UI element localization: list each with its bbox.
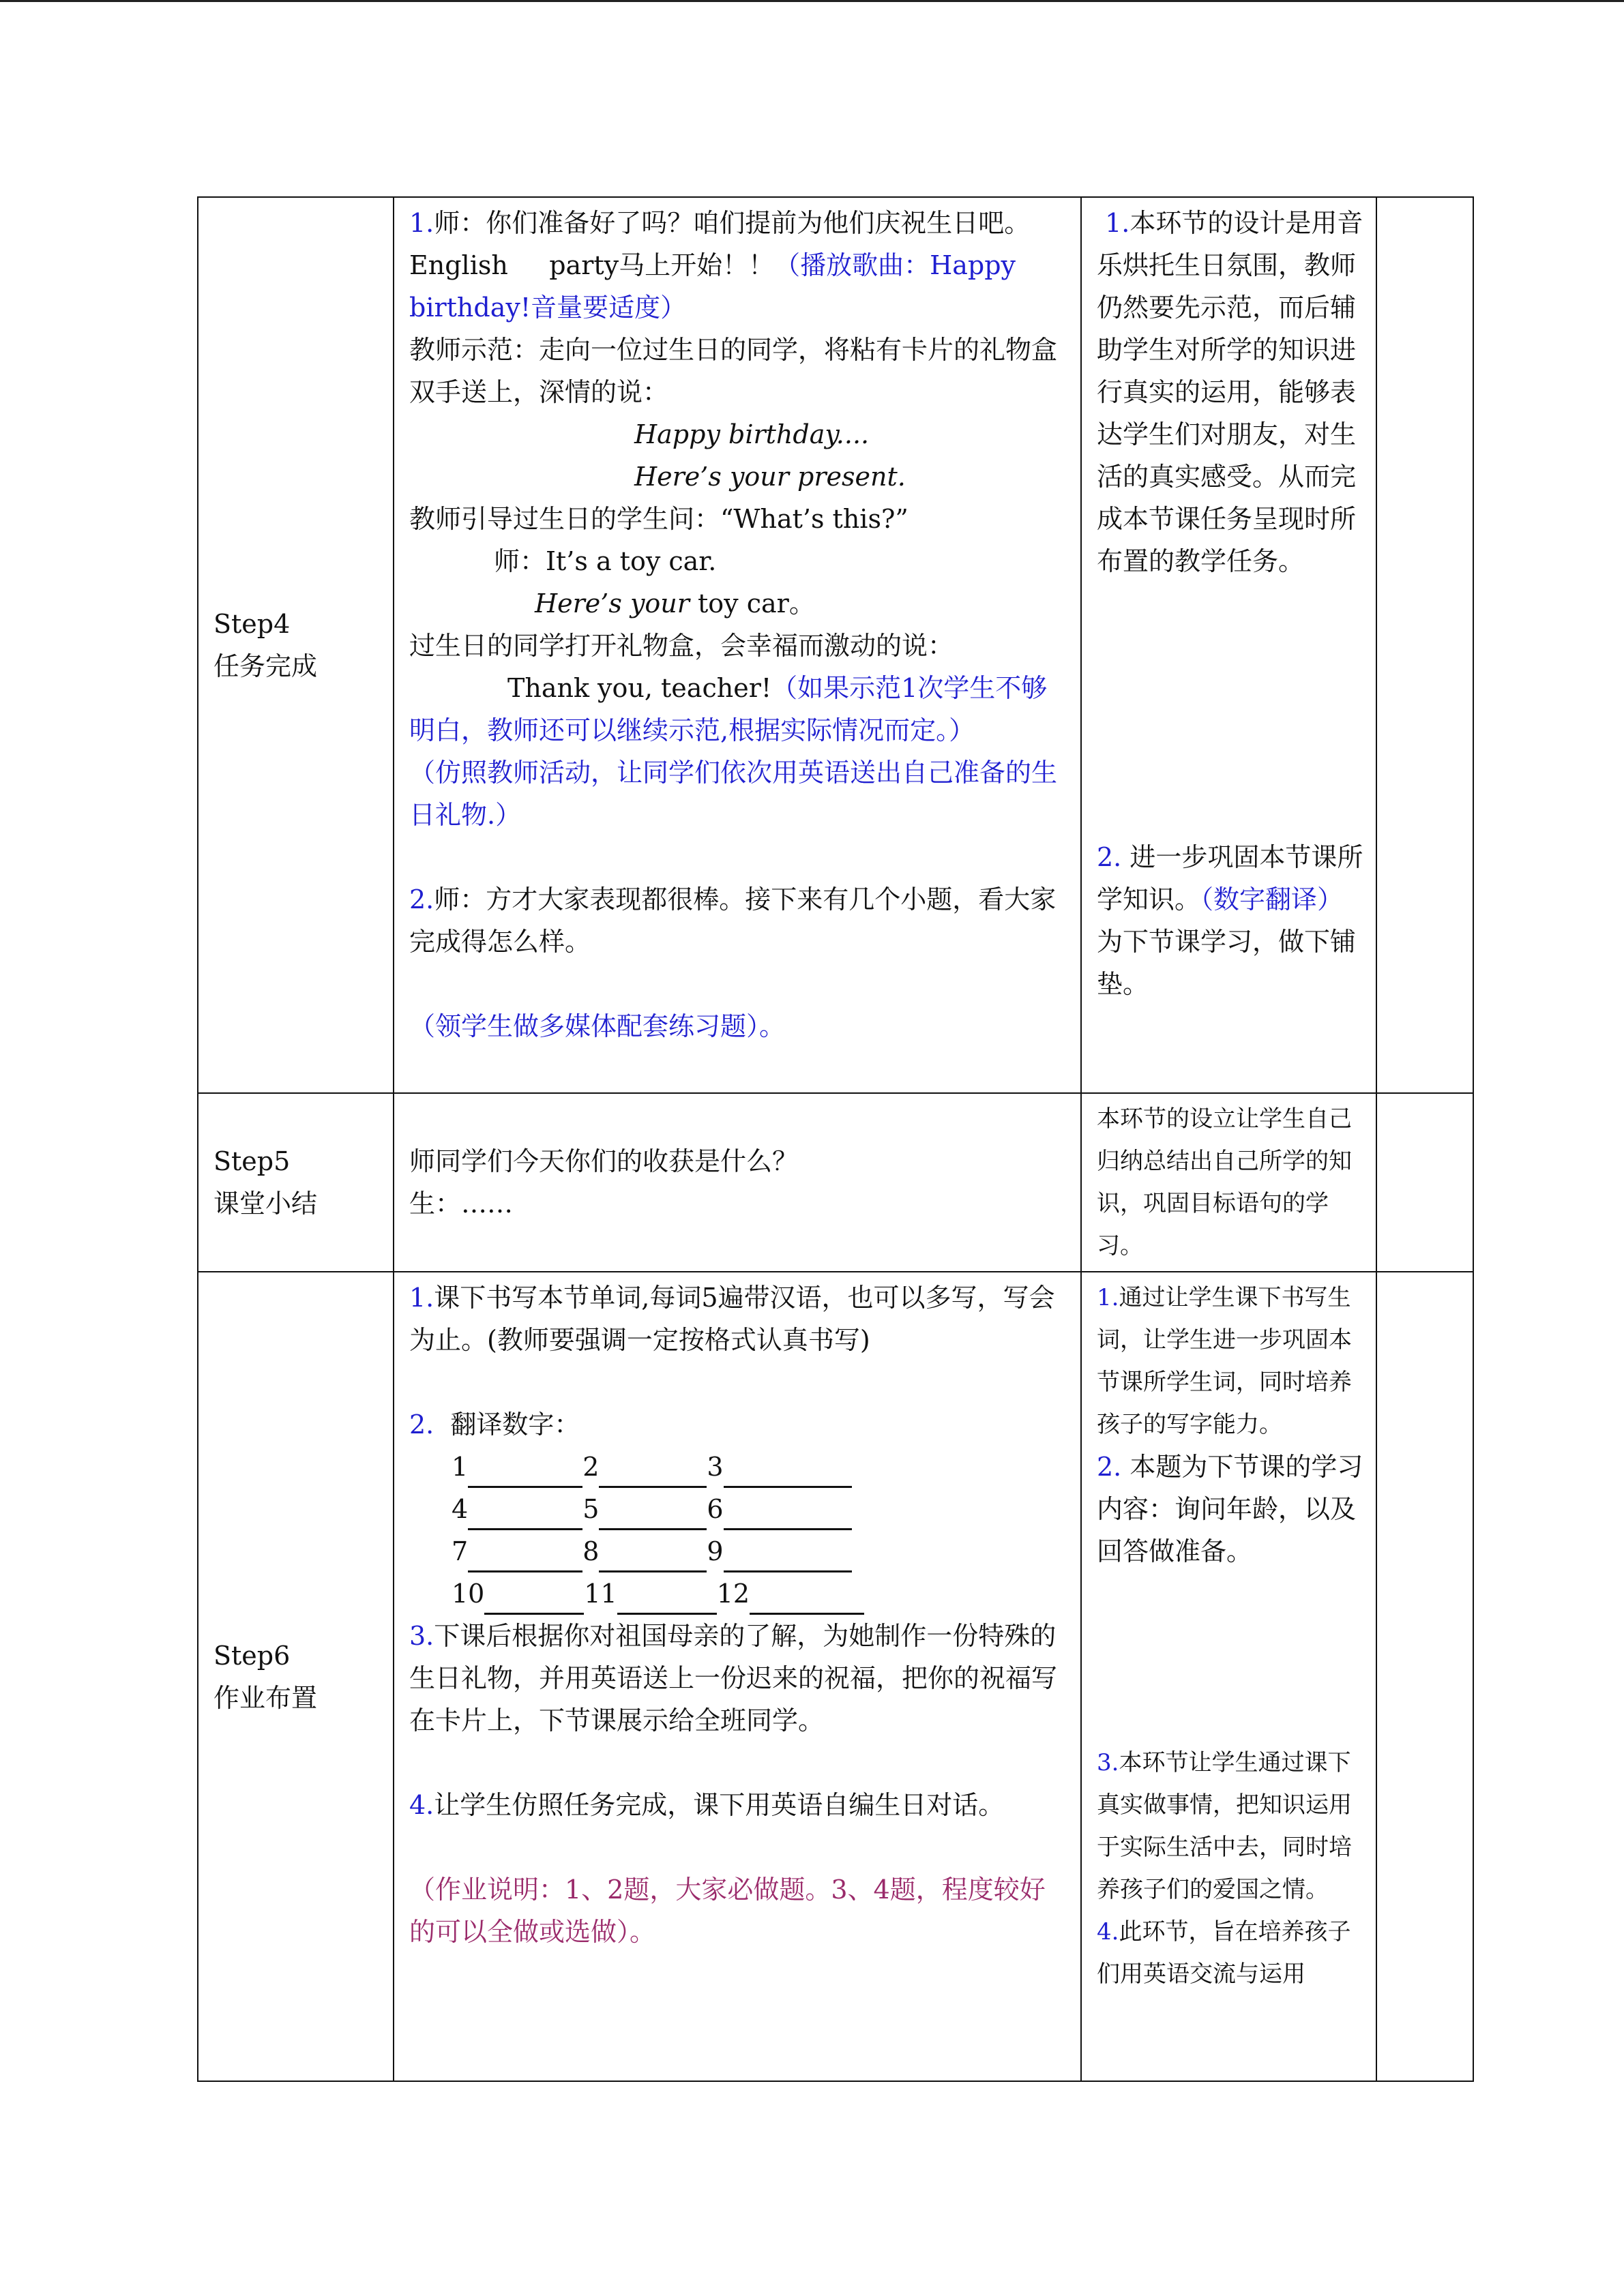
step6-content-cell <box>394 1272 1081 2081</box>
number-label: 12 <box>716 1579 750 1609</box>
step4-para-10: （领学生做多媒体配套练习题）。 <box>409 1011 786 1041</box>
answer-blank[interactable] <box>599 1539 707 1572</box>
answer-blank[interactable] <box>724 1539 852 1572</box>
step6-note-1: 1.通过让学生课下书写生词，让学生进一步巩固本节课所学生词，同时培养孩子的写字能力。 <box>1097 1284 1352 1438</box>
homework-1: 1.课下书写本节单词,每词5遍带汉语，也可以多写，写会为止。(教师要强调一定按格式认真书写) <box>409 1283 1055 1355</box>
step6-label-cell <box>198 1272 394 2081</box>
step4-label-cell <box>198 197 394 1093</box>
number-label: 2 <box>582 1452 600 1482</box>
step5-note-cell <box>1081 1093 1376 1272</box>
step4-note-1: 1.本环节的设计是用音乐烘托生日氛围，教师仍然要先示范，而后辅助学生对所学的知识进行真实的运用，能够表达学生们对朋友，对生活的真实感受。从而完成本节课任务呈现时所布置的教学任务。 <box>1097 208 1363 576</box>
step4-label-zh: 任务完成 <box>213 651 318 681</box>
answer-blank[interactable] <box>468 1497 582 1530</box>
step4-note-cell <box>1081 197 1376 1093</box>
step5-content-cell <box>394 1093 1081 1272</box>
step4-quote-1: Happy birthday.... <box>634 419 870 449</box>
number-row-3 <box>409 1530 1068 1572</box>
step4-para-9: 2.师：方才大家表现都很棒。接下来有几个小题，看大家完成得怎么样。 <box>409 884 1057 957</box>
number-label: 10 <box>452 1579 485 1609</box>
answer-blank[interactable] <box>484 1581 584 1615</box>
step6-note-2: 2. 本题为下节课的学习内容：询问年龄，以及回答做准备。 <box>1097 1452 1363 1566</box>
step5-label-cell <box>198 1093 394 1272</box>
step4-para-4: 师：It’s a toy car. <box>494 546 717 576</box>
step4-label-en: Step4 <box>213 609 291 639</box>
answer-blank[interactable] <box>468 1539 582 1572</box>
answer-blank[interactable] <box>599 1497 707 1530</box>
step5-note: 本环节的设立让学生自己归纳总结出自己所学的知识，巩固目标语句的学习。 <box>1097 1105 1352 1259</box>
step5-row <box>198 1093 1473 1272</box>
number-label: 3 <box>707 1452 724 1482</box>
number-label: 5 <box>582 1494 600 1524</box>
homework-note: （作业说明：1、2题，大家必做题。3、4题，程度较好的可以全做或选做）。 <box>409 1875 1046 1947</box>
step5-line-1: 师同学们今天你们的收获是什么？ <box>409 1146 799 1176</box>
step6-note-3: 3.本环节让学生通过课下真实做事情，把知识运用于实际生活中去，同时培养孩子们的爱国之情。 <box>1097 1749 1352 1903</box>
number-label: 7 <box>452 1536 469 1566</box>
step5-line-2: 生：…… <box>409 1189 514 1219</box>
step4-row <box>198 197 1473 1093</box>
number-label: 6 <box>707 1494 724 1524</box>
number-label: 4 <box>452 1494 469 1524</box>
step5-label-zh: 课堂小结 <box>213 1189 318 1219</box>
step4-extra-cell <box>1376 197 1473 1093</box>
homework-2: 2. 翻译数字： <box>409 1410 580 1440</box>
step4-quote-2: Here’s your present. <box>634 462 906 492</box>
number-row-2 <box>409 1488 1068 1530</box>
step5-extra-cell <box>1376 1093 1473 1272</box>
step4-para-3: 教师引导过生日的学生问：“What’s this?” <box>409 504 909 534</box>
step4-para-6: 过生日的同学打开礼物盒，会幸福而激动的说： <box>409 631 954 661</box>
step4-para-8: （仿照教师活动，让同学们依次用英语送出自己准备的生日礼物.） <box>409 758 1058 830</box>
number-label: 9 <box>707 1536 724 1566</box>
number-label: 11 <box>584 1579 617 1609</box>
answer-blank[interactable] <box>750 1581 864 1615</box>
step4-content-cell <box>394 197 1081 1093</box>
answer-blank[interactable] <box>617 1581 717 1615</box>
step6-note-cell <box>1081 1272 1376 2081</box>
step4-para-1: 1.师：你们准备好了吗？咱们提前为他们庆祝生日吧。English party马上开始！！（播放歌曲：Happy birthday!音量要适度） <box>409 208 1031 323</box>
step6-row <box>198 1272 1473 2081</box>
step4-note-2: 2. 进一步巩固本节课所学知识。（数字翻译）为下节课学习，做下铺垫。 <box>1097 842 1363 999</box>
number-label: 1 <box>452 1452 469 1482</box>
answer-blank[interactable] <box>468 1455 582 1488</box>
number-label: 8 <box>582 1536 600 1566</box>
step4-para-2: 教师示范：走向一位过生日的同学，将粘有卡片的礼物盒双手送上，深情的说： <box>409 335 1058 407</box>
answer-blank[interactable] <box>724 1455 852 1488</box>
step6-label-zh: 作业布置 <box>213 1682 318 1713</box>
lesson-plan-table <box>197 196 1474 2082</box>
answer-blank[interactable] <box>599 1455 707 1488</box>
step6-note-4: 4.此环节，旨在培养孩子们用英语交流与运用 <box>1097 1918 1351 1988</box>
top-border-line <box>0 0 1624 2</box>
step6-extra-cell <box>1376 1272 1473 2081</box>
step5-label-en: Step5 <box>213 1146 291 1176</box>
number-row-4 <box>409 1572 1068 1615</box>
step4-para-5: Here’s your toy car。 <box>535 588 815 618</box>
step4-para-7: Thank you, teacher!（如果示范1次学生不够明白，教师还可以继续示范,根据实际情况而定。） <box>409 673 1048 745</box>
number-row-1 <box>409 1446 1068 1488</box>
step6-label-en: Step6 <box>213 1640 291 1671</box>
homework-3: 3.下课后根据你对祖国母亲的了解，为她制作一份特殊的生日礼物，并用英语送上一份迟来的祝福，把你的祝福写在卡片上，下节课展示给全班同学。 <box>409 1621 1058 1735</box>
homework-4: 4.让学生仿照任务完成，课下用英语自编生日对话。 <box>409 1790 1005 1820</box>
answer-blank[interactable] <box>724 1497 852 1530</box>
